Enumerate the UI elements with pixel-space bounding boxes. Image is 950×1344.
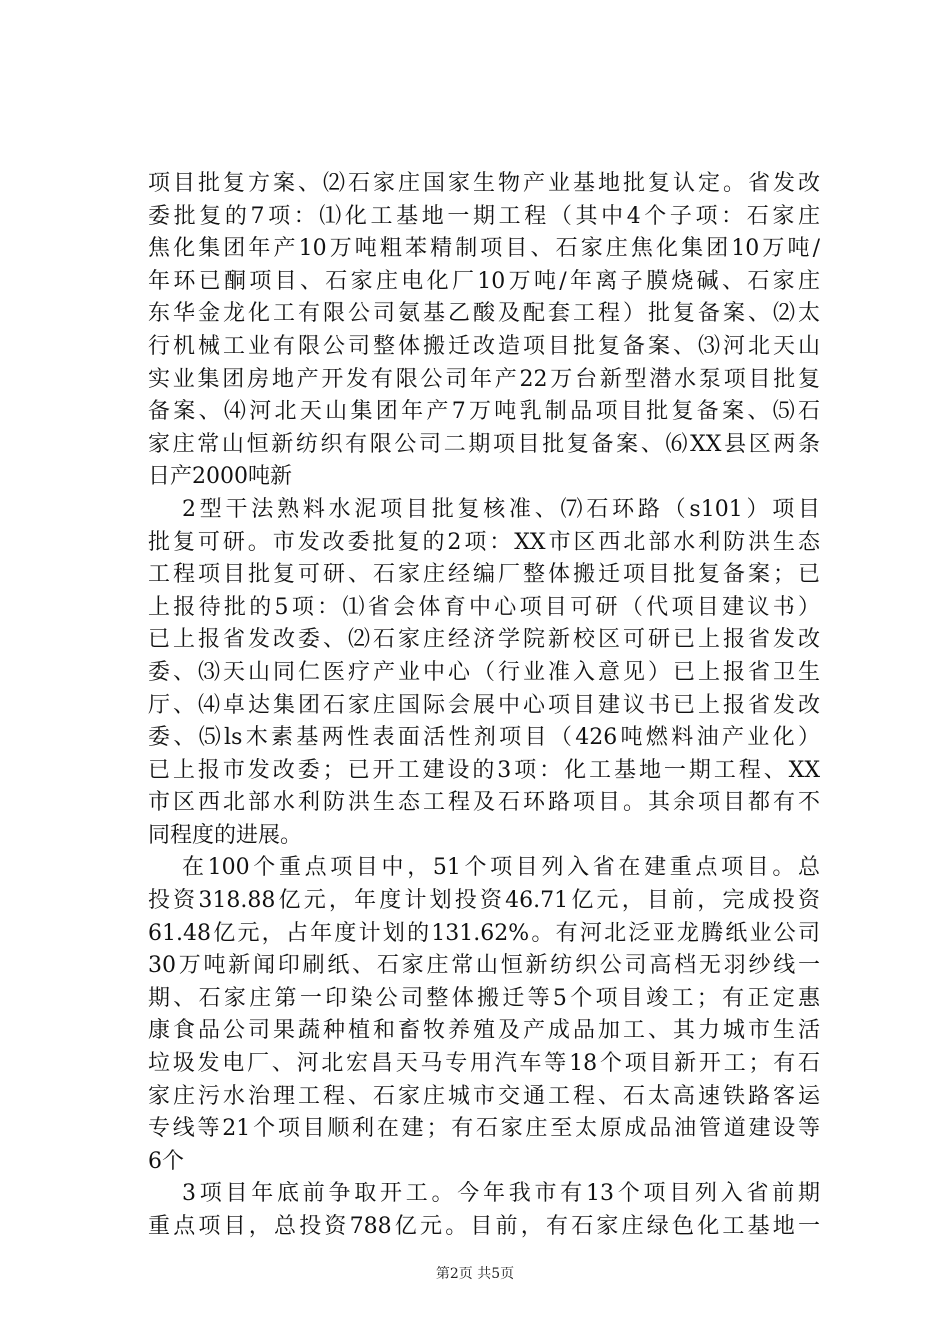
text-line: 投资318.88亿元，年度计划投资46.71亿元，目前，完成投资: [148, 888, 820, 914]
text-line: 委、⑸ls木素基两性表面活性剂项目（426吨燃料油产业化）: [148, 725, 820, 751]
text-line: 行机械工业有限公司整体搬迁改造项目批复备案、⑶河北天山: [148, 333, 820, 359]
text-line: 日产2000吨新: [148, 464, 292, 490]
text-line: 东华金龙化工有限公司氨基乙酸及配套工程）批复备案、⑵太: [148, 301, 820, 327]
text-line: 家庄常山恒新纺织有限公司二期项目批复备案、⑹XX县区两条: [148, 431, 820, 457]
text-line: 6个: [148, 1148, 184, 1174]
text-line: 焦化集团年产10万吨粗苯精制项目、石家庄焦化集团10万吨/: [148, 236, 820, 262]
text-line: 委、⑶天山同仁医疗产业中心（行业准入意见）已上报省卫生: [148, 659, 820, 685]
text-line: 厅、⑷卓达集团石家庄国际会展中心项目建议书已上报省发改: [148, 692, 820, 718]
text-line: 垃圾发电厂、河北宏昌天马专用汽车等18个项目新开工；有石: [148, 1051, 820, 1077]
document-body: [148, 168, 820, 1244]
text-line: 实业集团房地产开发有限公司年产22万台新型潜水泵项目批复: [148, 366, 820, 392]
text-line: 期、石家庄第一印染公司整体搬迁等5个项目竣工；有正定惠: [148, 985, 820, 1011]
page-footer: 第2页 共5页: [435, 1266, 515, 1282]
text-line: 批复可研。市发改委批复的2项：XX市区西北部水利防洪生态: [148, 529, 820, 555]
text-line: 备案、⑷河北天山集团年产7万吨乳制品项目批复备案、⑸石: [148, 399, 820, 425]
text-line: 30万吨新闻印刷纸、石家庄常山恒新纺织公司高档无羽纱线一: [148, 953, 820, 979]
text-line: 康食品公司果蔬种植和畜牧养殖及产成品加工、其力城市生活: [148, 1018, 820, 1044]
text-line: 同程度的进展。: [148, 822, 303, 848]
text-line: 3项目年底前争取开工。今年我市有13个项目列入省前期: [182, 1181, 820, 1207]
text-line: 家庄污水治理工程、石家庄城市交通工程、石太高速铁路客运: [148, 1083, 820, 1109]
text-line: 委批复的7项：⑴化工基地一期工程（其中4个子项：石家庄: [148, 203, 820, 229]
text-line: 市区西北部水利防洪生态工程及石环路项目。其余项目都有不: [148, 790, 820, 816]
text-line: 专线等21个项目顺利在建；有石家庄至太原成品油管道建设等: [148, 1116, 820, 1142]
text-line: 工程项目批复可研、石家庄经编厂整体搬迁项目批复备案；已: [148, 562, 820, 588]
text-line: 已上报省发改委、⑵石家庄经济学院新校区可研已上报省发改: [148, 627, 820, 653]
text-line: 已上报市发改委；已开工建设的3项：化工基地一期工程、XX: [148, 757, 820, 783]
text-line: 61.48亿元，占年度计划的131.62%。有河北泛亚龙腾纸业公司: [148, 920, 820, 946]
text-line: 在100个重点项目中，51个项目列入省在建重点项目。总: [182, 855, 820, 881]
text-line: 年环已酮项目、石家庄电化厂10万吨/年离子膜烧碱、石家庄: [148, 268, 820, 294]
text-line: 项目批复方案、⑵石家庄国家生物产业基地批复认定。省发改: [148, 171, 820, 196]
text-line: 重点项目，总投资788亿元。目前，有石家庄绿色化工基地一: [148, 1214, 820, 1239]
text-line: 上报待批的5项：⑴省会体育中心项目可研（代项目建议书）: [148, 594, 820, 620]
text-line: 2型干法熟料水泥项目批复核准、⑺石环路（s101）项目: [182, 496, 820, 522]
